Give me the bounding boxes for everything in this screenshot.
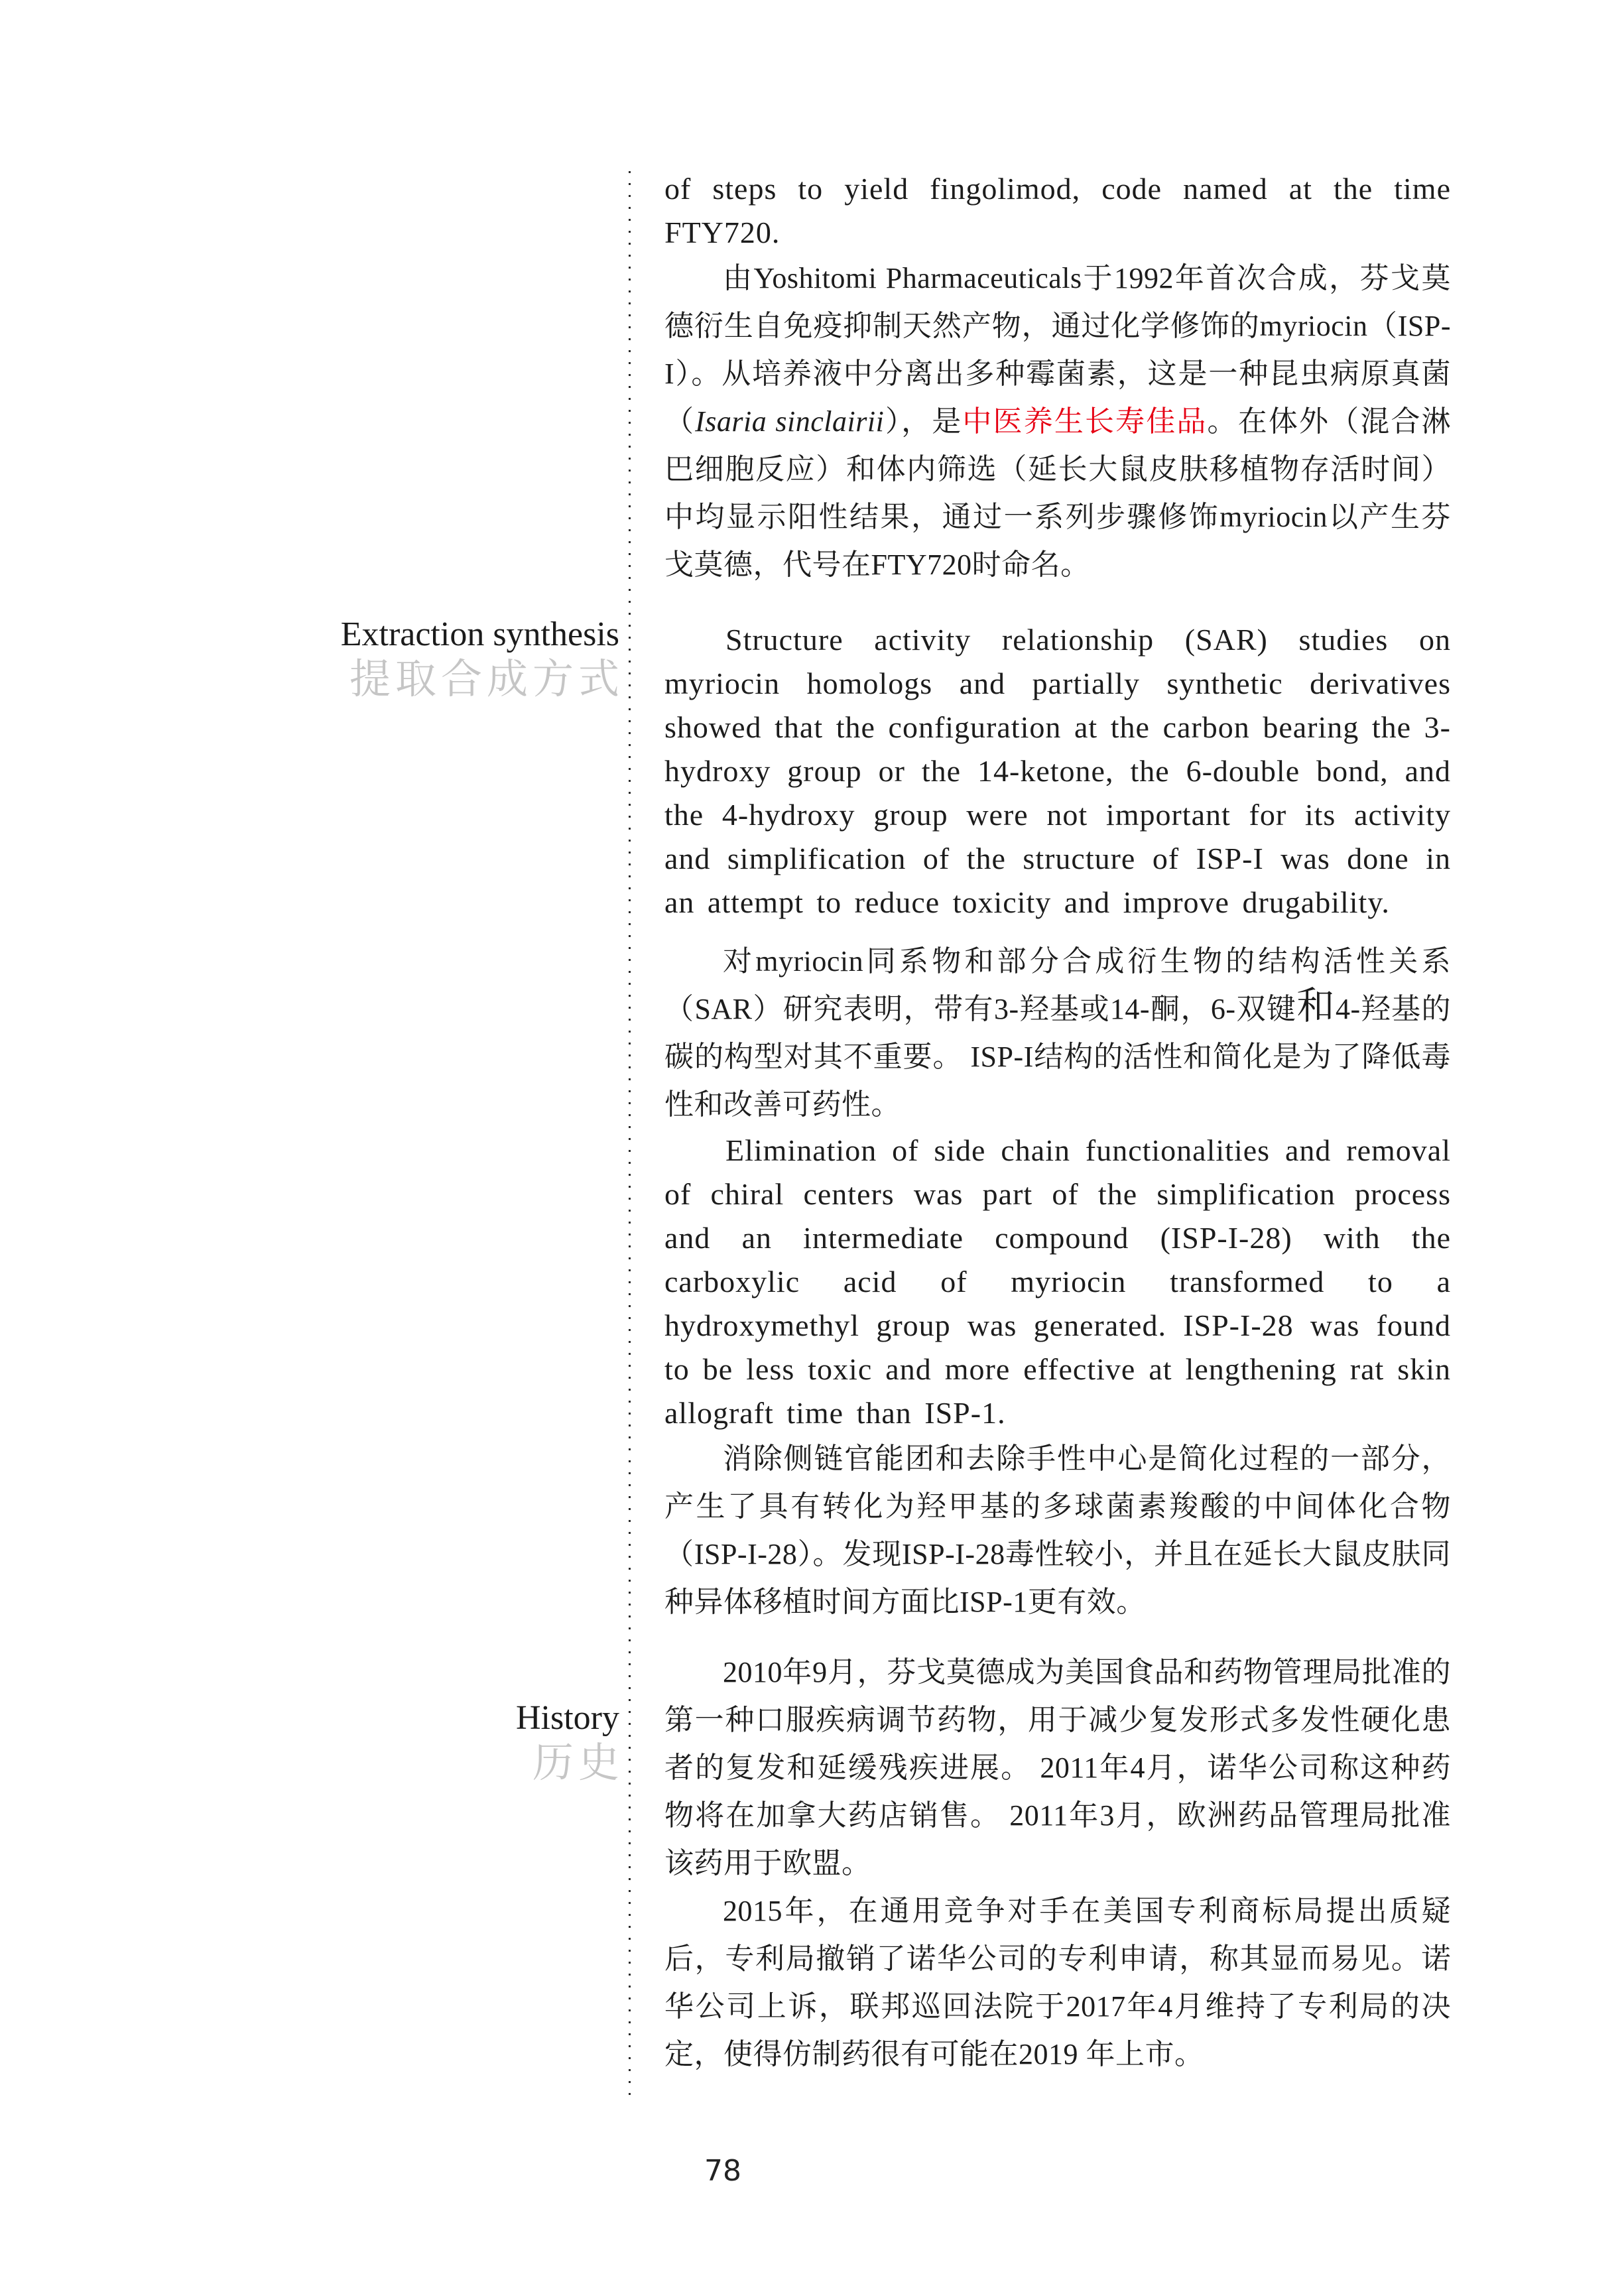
text-segment: ），是 [884,405,963,438]
text-segment: Structure activity relationship (SAR) studies on myriocin homologs and partially synthetic derivatives showed that the configuration at the carbon bearing the 3-hydroxy group or the 14-ketone, the 6-double bond, and the 4-hydroxy group were not important for its activity and simplification of the structure of ISP-I was done in an attempt to reduce toxicity and improve drugability. [664,623,1451,919]
paragraph-p2 [664,255,1451,589]
section-label-history-en: History [516,1699,619,1737]
paragraph-p8 [664,1887,1451,2078]
section-label-history-zh: 历史 [532,1741,624,1786]
section-label-history [516,1698,624,1787]
section-label-extraction [340,614,624,703]
section-label-extraction-en: Extraction synthesis [340,615,619,653]
dotted-separator [629,171,631,2097]
text-segment: 。在体外（混合淋巴细胞反应）和体内筛选（延长大鼠皮肤移植物存活时间）中均显示阳性结果，通过一系列步骤修饰myriocin以产生芬戈莫德，代号在FTY720时命名。 [664,405,1452,581]
text-segment: 2010年9月，芬戈莫德成为美国食品和药物管理局批准的第一种口服疾病调节药物，用于减少复发形式多发性硬化患者的复发和延缓残疾进展。 2011年4月，诺华公司称这种药物将在加拿大药店销售。 2011年3月，欧洲药品管理局批准该药用于欧盟。 [664,1656,1451,1879]
body-column [664,167,1451,2078]
page-number: 78 [704,2154,741,2188]
species-name-italic: Isaria sinclairii [695,405,885,438]
section-label-extraction-zh: 提取合成方式 [349,657,624,702]
paragraph-p5 [664,1129,1451,1435]
paragraph-p6 [664,1435,1451,1626]
text-segment: of steps to yield fingolimod, code named at the time FTY720. [664,172,1451,249]
text-segment: 消除侧链官能团和去除手性中心是简化过程的一部分，产生了具有转化为羟甲基的多球菌素羧酸的中间体化合物（ISP-I-28）。发现ISP-I-28毒性较小，并且在延长大鼠皮肤同种异体移植时间方面比ISP-1更有效。 [664,1442,1451,1618]
highlight-red-text: 中医养生长寿佳品 [962,405,1208,438]
text-segment: 4-羟基的碳的构型对其不重要。 ISP-I结构的活性和简化是为了降低毒性和改善可药性。 [664,993,1451,1121]
paragraph-p7 [664,1649,1451,1887]
text-segment: 2015年，在通用竞争对手在美国专利商标局提出质疑后，专利局撤销了诺华公司的专利申请，称其显而易见。诺华公司上诉，联邦巡回法院于2017年4月维持了专利局的决定，使得仿制药很有可能在2019 年上市。 [664,1895,1451,2070]
paragraph-p4 [664,938,1451,1129]
text-segment: 由Yoshitomi Pharmaceuticals于1992年首次合成，芬戈莫德衍生自免疫抑制天然产物，通过化学修饰的myriocin（ISP-I）。从培养液中分离出多种霉菌素，这是一种昆虫病原真菌（ [664,262,1451,438]
emphasized-character: 和 [1296,985,1336,1027]
paragraph-p1 [664,167,1451,255]
text-segment: Elimination of side chain functionalities and removal of chiral centers was part of the simplification process and an intermediate compound (ISP-I-28) with the carboxylic acid of myriocin transformed to a hydroxymethyl group was generated. ISP-I-28 was found to be less toxic and more effective at lengthening rat skin allograft time than ISP-1. [664,1133,1451,1430]
text-segment: 对myriocin同系物和部分合成衍生物的结构活性关系（SAR）研究表明，带有3-羟基或14-酮，6-双键 [664,945,1451,1025]
paragraph-p3 [664,618,1451,924]
